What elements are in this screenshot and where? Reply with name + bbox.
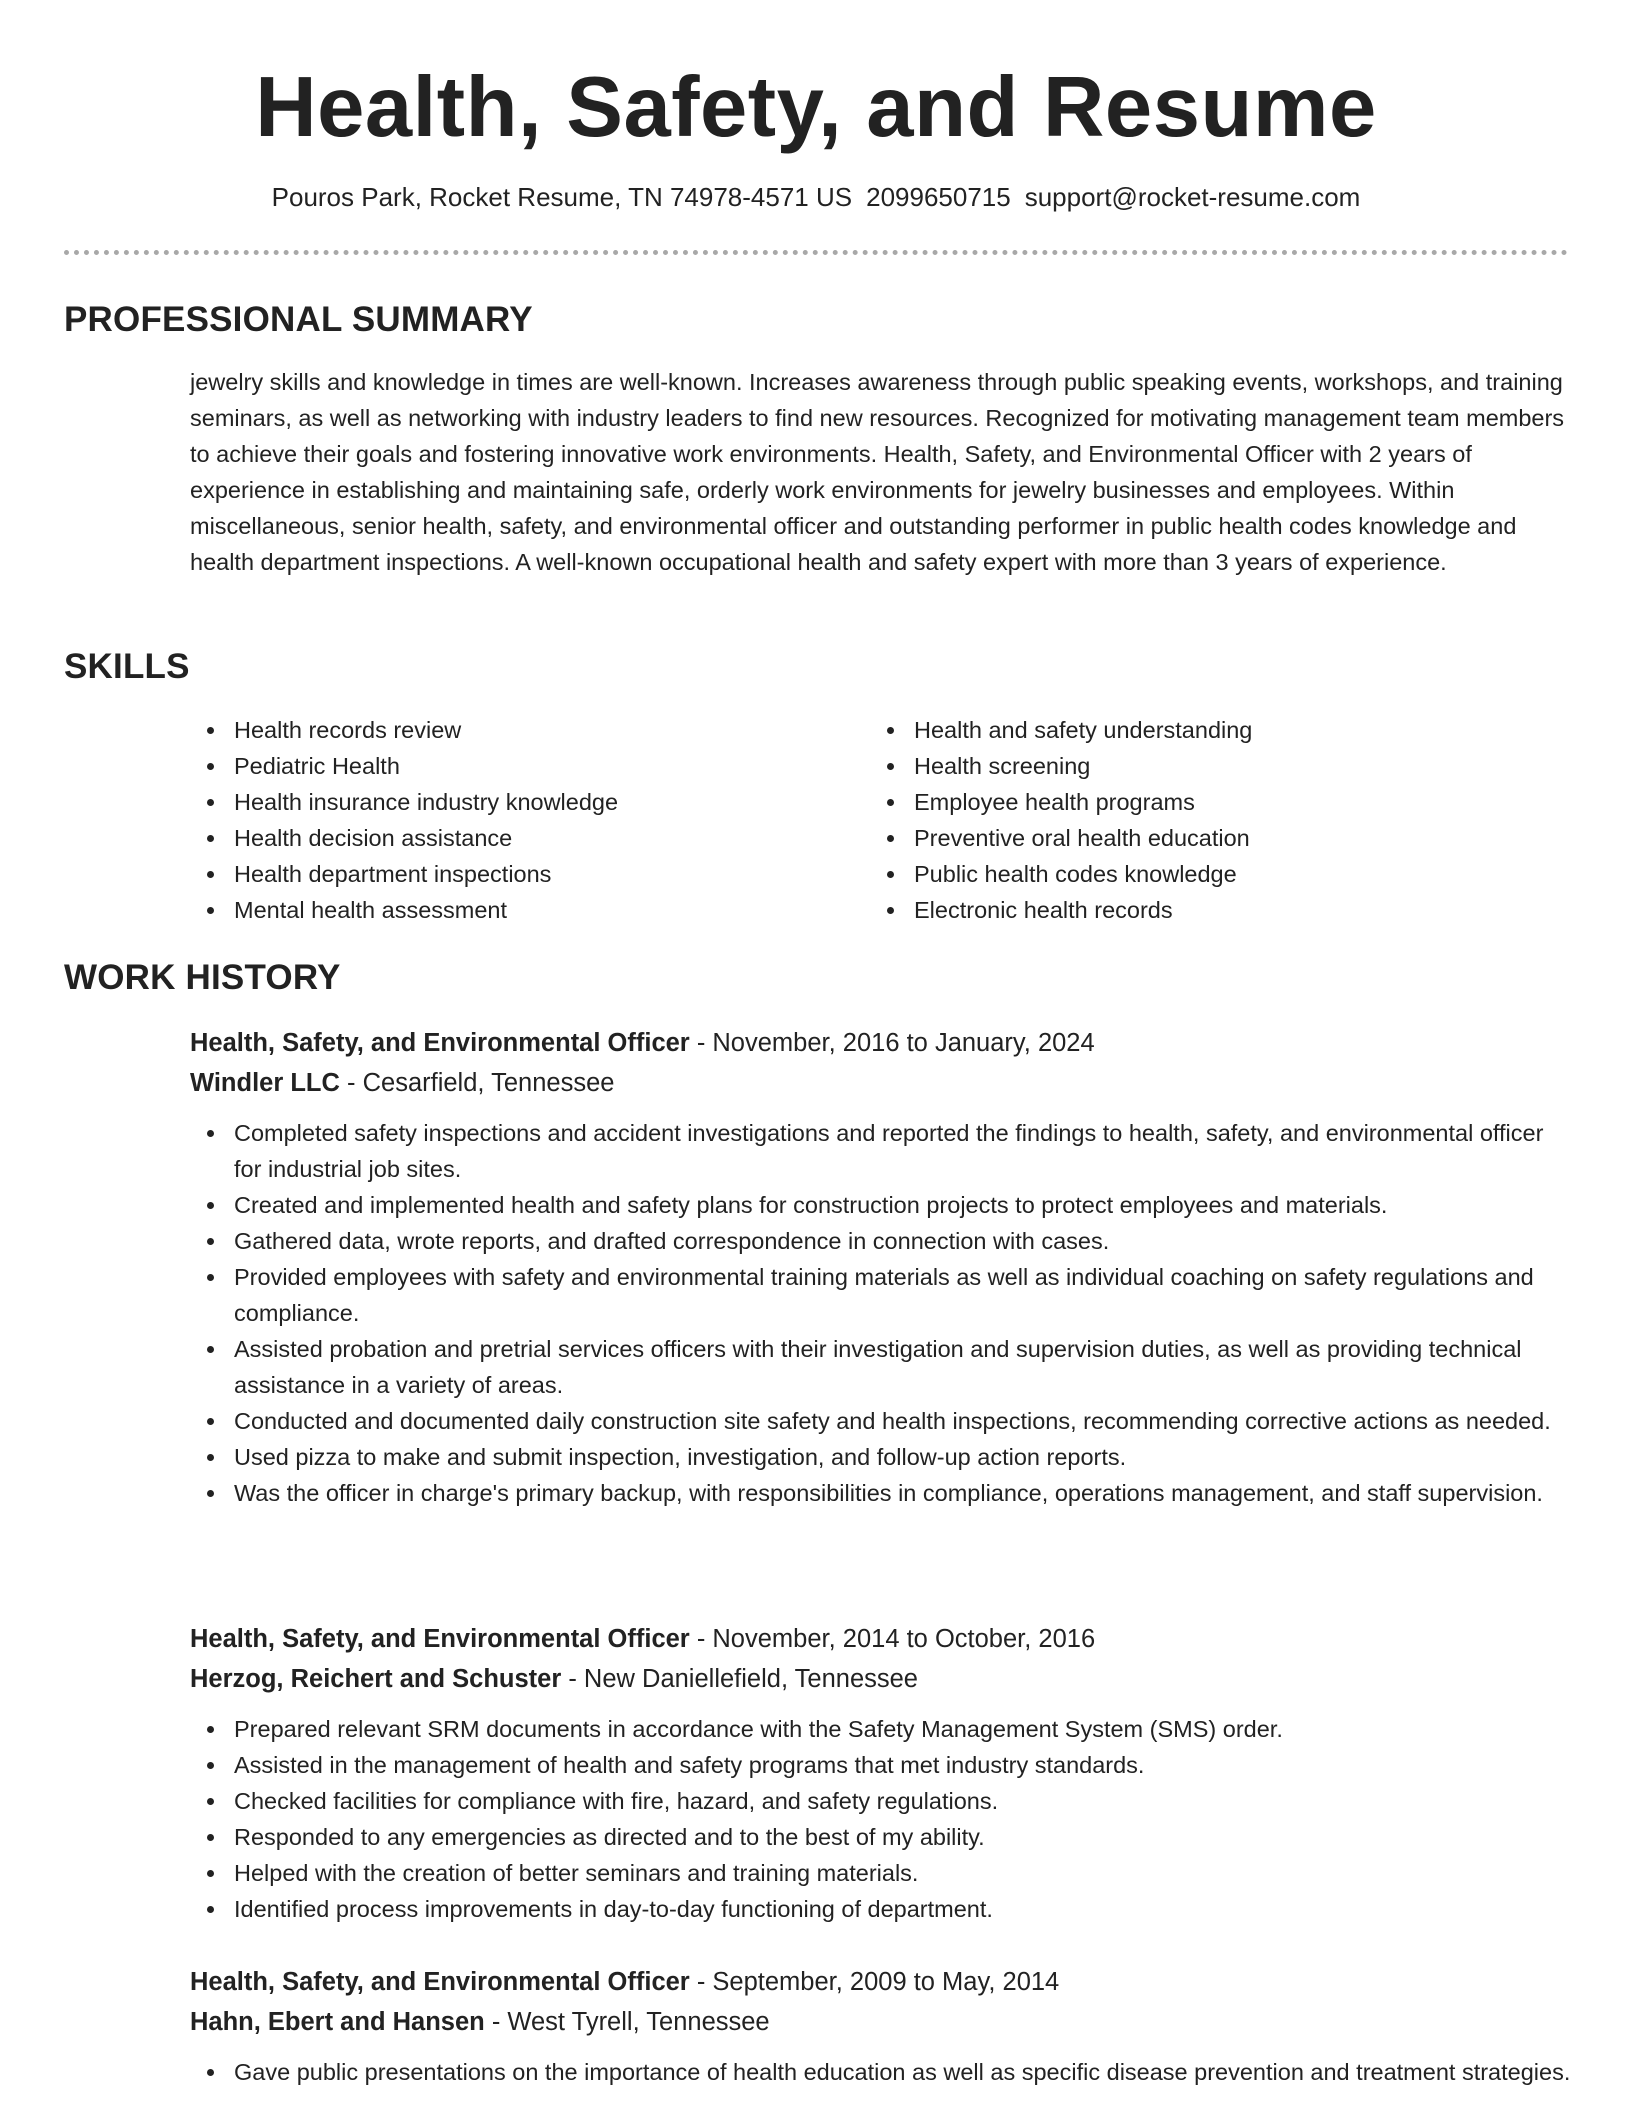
job-entry — [190, 1619, 1572, 1927]
duty-item: Assisted in the management of health and safety programs that met industry standards. — [190, 1747, 1572, 1783]
duty-item: Helped with the creation of better seminars and training materials. — [190, 1855, 1572, 1891]
job-title-line — [190, 1962, 1572, 2002]
summary-heading: PROFESSIONAL SUMMARY — [64, 300, 533, 339]
contact-email: support@rocket-resume.com — [1024, 182, 1361, 212]
job-company: Hahn, Ebert and Hansen — [190, 2008, 485, 2036]
duty-item: Assisted probation and pretrial services officers with their investigation and supervision duties, as well as providing technical assistance in a variety of areas. — [190, 1331, 1572, 1403]
candidate-name: Health, Safety, and Resume — [255, 60, 1377, 155]
job-company-line — [190, 1063, 1572, 1103]
job-dates: - September, 2009 to May, 2014 — [689, 1968, 1060, 1996]
job-title-line — [190, 1023, 1572, 1063]
skill-item: Health screening — [870, 748, 1510, 784]
job-company-line — [190, 2002, 1572, 2042]
job-duties — [190, 1711, 1572, 1927]
skill-item: Health insurance industry knowledge — [190, 784, 830, 820]
header-divider — [64, 250, 1568, 255]
duty-item: Identified process improvements in day-to-day functioning of department. — [190, 1891, 1572, 1927]
resume-page — [64, 0, 1571, 2085]
job-company-line — [190, 1659, 1572, 1699]
work-history-heading: WORK HISTORY — [64, 958, 341, 997]
skill-item: Health department inspections — [190, 856, 830, 892]
skill-item: Health records review — [190, 712, 830, 748]
skills-list-left — [190, 712, 830, 928]
duty-item: Conducted and documented daily construction site safety and health inspections, recommending corrective actions as needed. — [190, 1403, 1572, 1439]
skill-item: Employee health programs — [870, 784, 1510, 820]
skill-item: Health and safety understanding — [870, 712, 1510, 748]
job-duties — [190, 2054, 1572, 2090]
job-title-line — [190, 1619, 1572, 1659]
duty-item: Was the officer in charge's primary backup, with responsibilities in compliance, operations management, and staff supervision. — [190, 1475, 1572, 1511]
duty-item: Used pizza to make and submit inspection, investigation, and follow-up action reports. — [190, 1439, 1572, 1475]
contact-line — [64, 182, 1568, 212]
skill-item: Public health codes knowledge — [870, 856, 1510, 892]
job-duties — [190, 1115, 1572, 1511]
job-role: Health, Safety, and Environmental Officer — [190, 1625, 690, 1653]
job-dates: - November, 2014 to October, 2016 — [689, 1625, 1096, 1653]
job-role: Health, Safety, and Environmental Officer — [190, 1029, 690, 1057]
job-location: - Cesarfield, Tennessee — [339, 1069, 615, 1097]
job-company: Herzog, Reichert and Schuster — [190, 1665, 562, 1693]
duty-item: Responded to any emergencies as directed and to the best of my ability. — [190, 1819, 1572, 1855]
skill-item: Pediatric Health — [190, 748, 830, 784]
duty-item: Gave public presentations on the importance of health education as well as specific disease prevention and treatment strategies. — [190, 2054, 1572, 2090]
skills-heading: SKILLS — [64, 647, 190, 686]
duty-item: Completed safety inspections and accident investigations and reported the findings to health, safety, and environmental officer for industrial job sites. — [190, 1115, 1572, 1187]
skill-item: Mental health assessment — [190, 892, 830, 928]
duty-item: Checked facilities for compliance with fire, hazard, and safety regulations. — [190, 1783, 1572, 1819]
job-dates: - November, 2016 to January, 2024 — [689, 1029, 1095, 1057]
skills-list-right — [870, 712, 1510, 928]
duty-item: Gathered data, wrote reports, and drafted correspondence in connection with cases. — [190, 1223, 1572, 1259]
job-location: - West Tyrell, Tennessee — [484, 2008, 770, 2036]
job-entry — [190, 1962, 1572, 2090]
job-location: - New Daniellefield, Tennessee — [561, 1665, 918, 1693]
job-role: Health, Safety, and Environmental Officer — [190, 1968, 690, 1996]
job-company: Windler LLC — [190, 1069, 340, 1097]
skill-item: Electronic health records — [870, 892, 1510, 928]
contact-phone: 2099650715 — [866, 182, 1011, 212]
duty-item: Provided employees with safety and environmental training materials as well as individual coaching on safety regulations and compliance. — [190, 1259, 1572, 1331]
skill-item: Preventive oral health education — [870, 820, 1510, 856]
job-entry — [190, 1023, 1572, 1511]
summary-text: jewelry skills and knowledge in times are well-known. Increases awareness through public speaking events, workshops, and training seminars, as well as networking with industry leaders to find new resources. Recognized for motivating management team members to achieve their goals and fostering innovative work environments. Health, Safety, and Environmental Officer with 2 years of experience in establishing and maintaining safe, orderly work environments for jewelry businesses and employees. Within miscellaneous, senior health, safety, and environmental officer and outstanding performer in public health codes knowledge and health department inspections. A well-known occupational health and safety expert with more than 3 years of experience. — [190, 369, 1565, 575]
duty-item: Created and implemented health and safety plans for construction projects to protect employees and materials. — [190, 1187, 1572, 1223]
skill-item: Health decision assistance — [190, 820, 830, 856]
contact-address: Pouros Park, Rocket Resume, TN 74978-4571 US — [271, 182, 853, 212]
duty-item: Prepared relevant SRM documents in accordance with the Safety Management System (SMS) order. — [190, 1711, 1572, 1747]
